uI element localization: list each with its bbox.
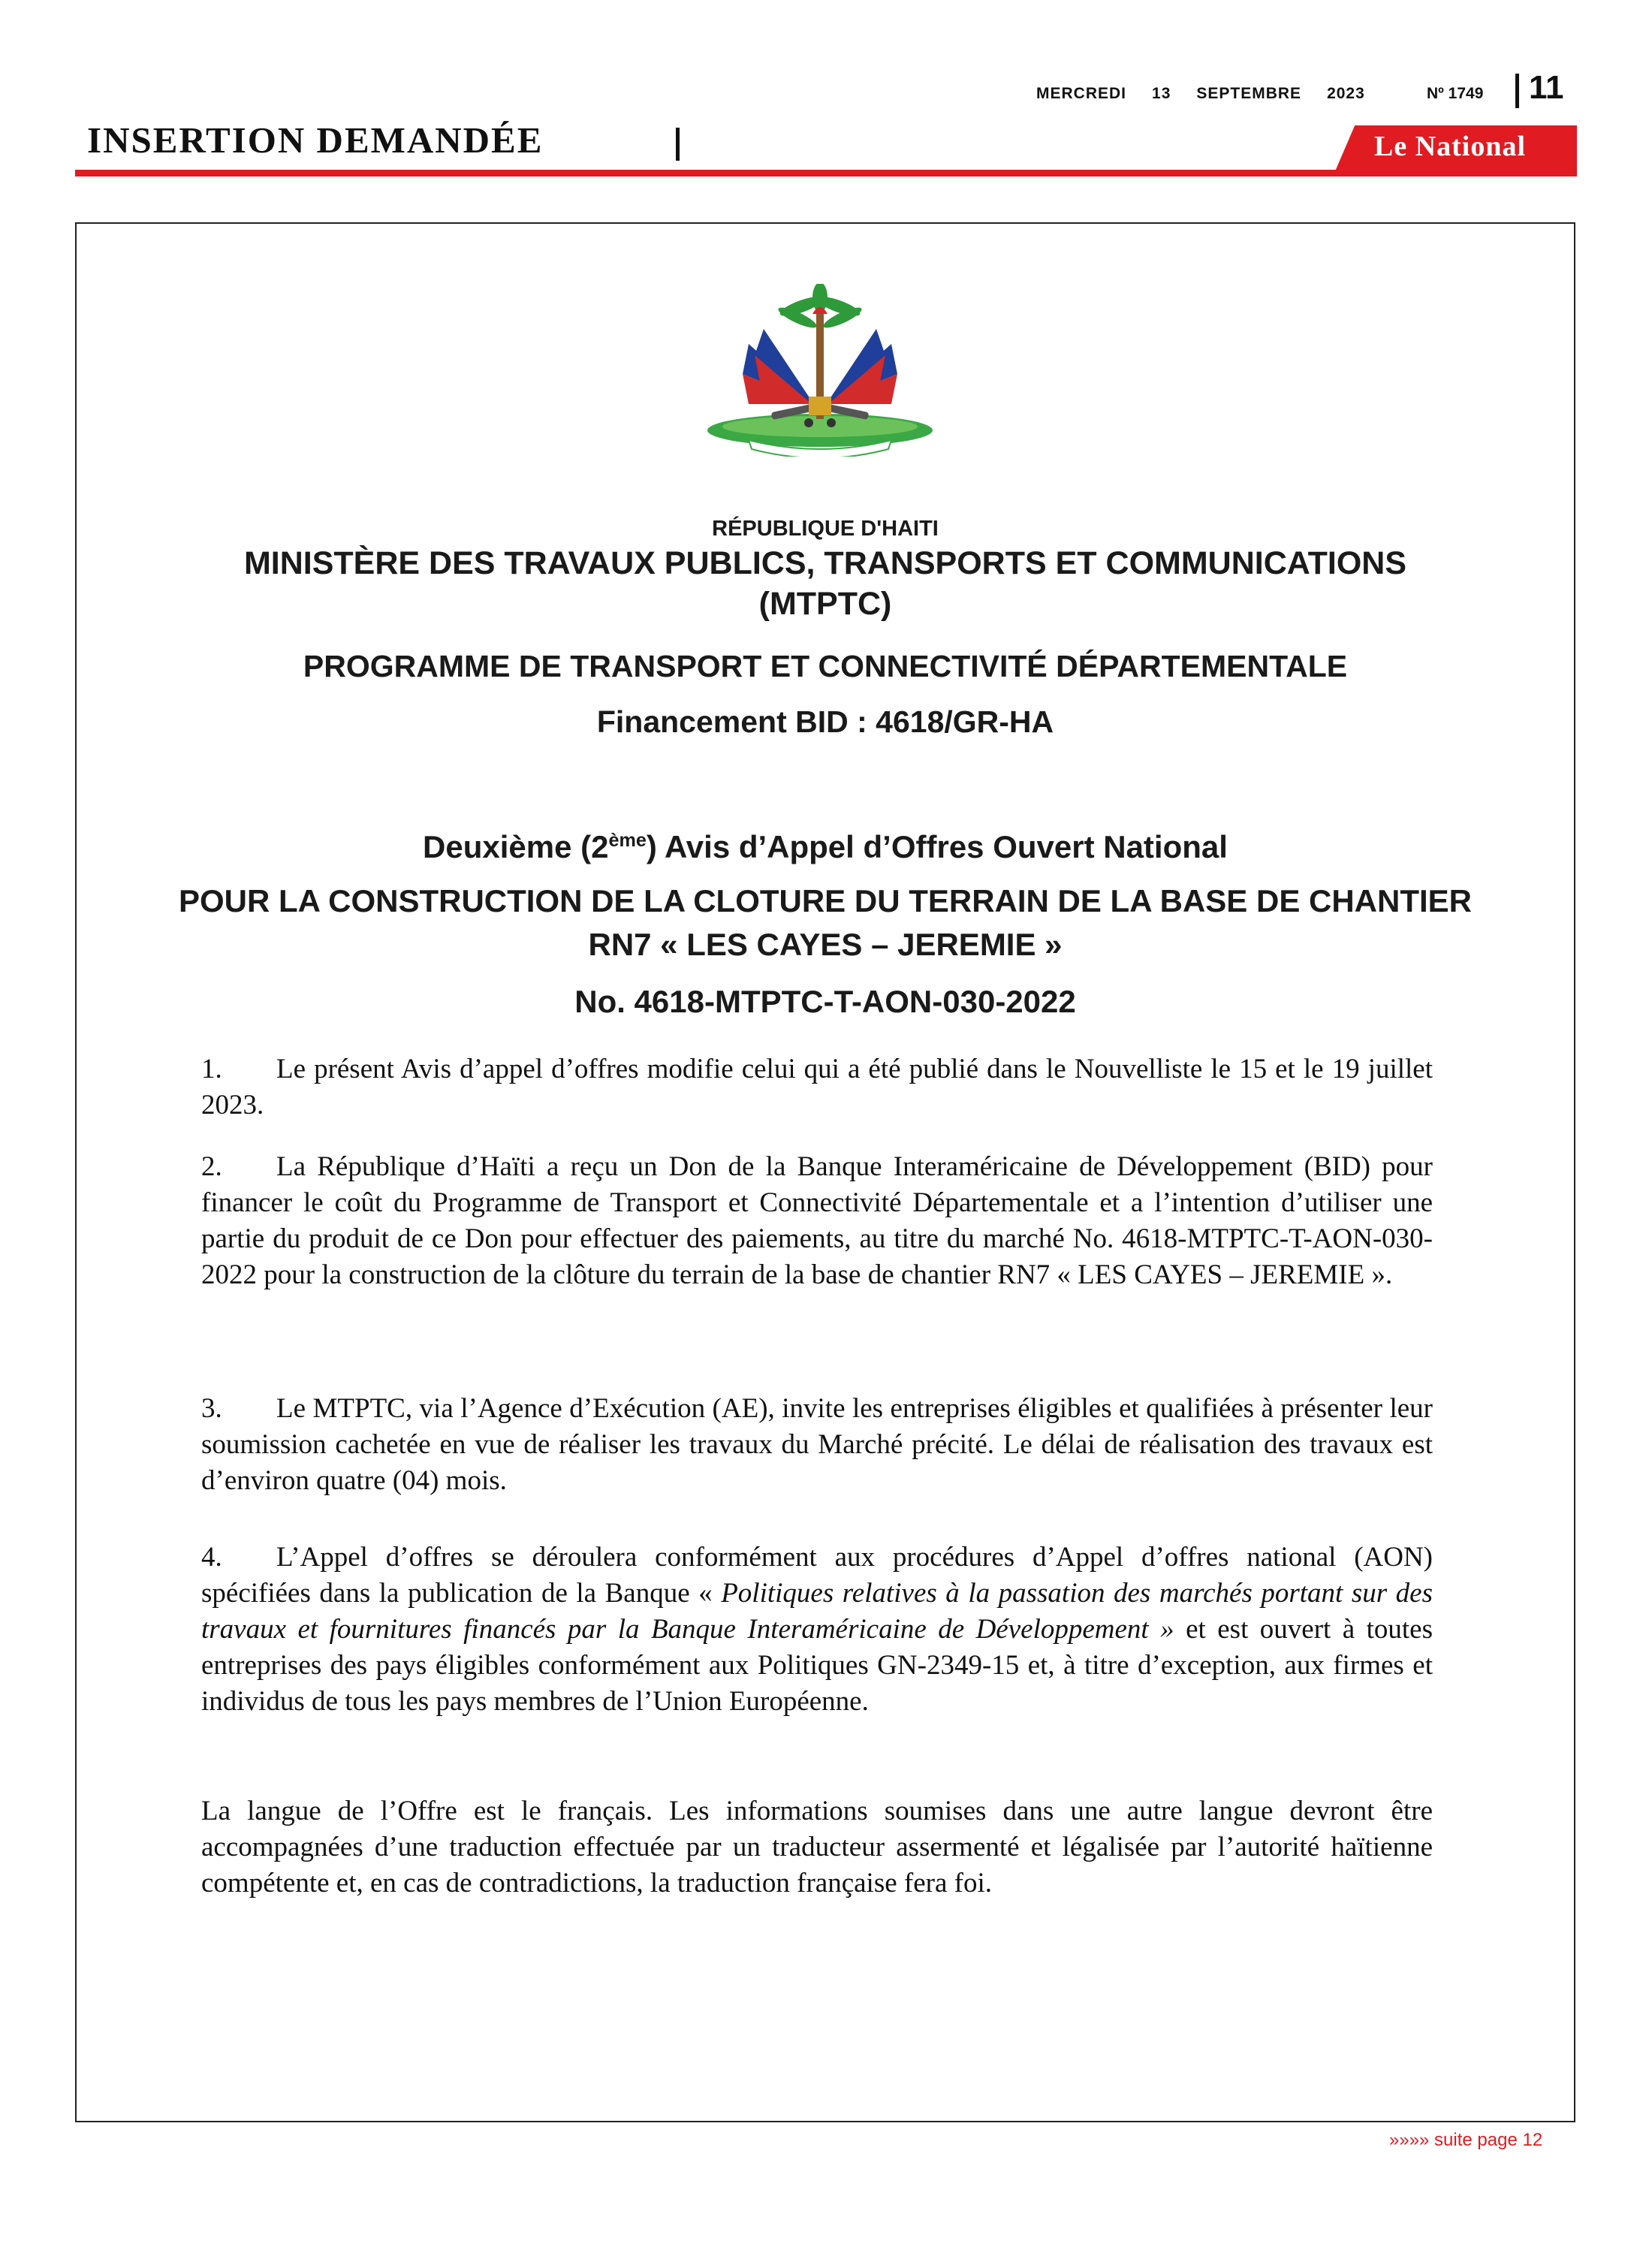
paragraph-4: 4. L’Appel d’offres se déroulera conformément aux procédures d’Appel d’offres national (AON) spécifiées dans la publication de la Banque « Politiques relatives à la passation des marchés portant sur des travaux et fournitures financés par la Banque Interaméricaine de Développement » et est ouvert à toutes entreprises des pays éligibles conformément aux Politiques GN-2349-15 et, à titre d’exception, aux firmes et individus de tous les pays membres de l’Union Européenne. xyxy=(201,1542,1433,1717)
publication-date xyxy=(1036,85,1391,103)
republic-label: RÉPUBLIQUE D'HAITI xyxy=(712,517,939,541)
date-number: 13 xyxy=(1152,85,1171,102)
date-month: SEPTEMBRE xyxy=(1196,85,1302,102)
continuation-link[interactable]: »»»» suite page 12 xyxy=(1389,2130,1543,2150)
paragraph-language: La langue de l’Offre est le français. Les informations soumises dans une autre langue devront être accompagnées d’une traduction effectuée par un traducteur assermenté et légalisée par l’autorité haïtienne compétente et, en cas de contradictions, la traduction française fera foi. xyxy=(201,1796,1433,1899)
date-day: MERCREDI xyxy=(1036,85,1127,102)
notice-object-line1: POUR LA CONSTRUCTION DE LA CLOTURE DU TERRAIN DE LA BASE DE CHANTIER xyxy=(179,883,1472,918)
paragraph-3: 3. Le MTPTC, via l’Agence d’Exécution (AE), invite les entreprises éligibles et qualifiées à présenter leur soumission cachetée en vue de réaliser les travaux du Marché précité. Le délai de réalisation des travaux est d’environ quatre (04) mois. xyxy=(201,1393,1433,1496)
haiti-coat-of-arms-icon xyxy=(696,284,944,457)
newspaper-brand: Le National xyxy=(1374,131,1527,162)
page-number: 11 xyxy=(1529,69,1564,106)
issue-number: Nº 1749 xyxy=(1427,85,1484,102)
section-divider xyxy=(676,128,680,161)
ministry-name: MINISTÈRE DES TRAVAUX PUBLICS, TRANSPORTS ET COMMUNICATIONS xyxy=(243,545,1407,581)
notice-title: Deuxième (2ème) Avis d’Appel d’Offres Ouvert National xyxy=(423,829,1228,864)
date-year: 2023 xyxy=(1327,85,1365,102)
masthead xyxy=(0,0,1652,195)
notice-object-line2: RN7 « LES CAYES – JEREMIE » xyxy=(588,927,1063,962)
program-name: PROGRAMME DE TRANSPORT ET CONNECTIVITÉ DÉPARTEMENTALE xyxy=(303,649,1348,683)
page-number-divider xyxy=(1515,74,1519,108)
paragraph-1: 1. Le présent Avis d’appel d’offres modifie celui qui a été publié dans le Nouvelliste le 15 et le 19 juillet 2023. xyxy=(201,1054,1433,1120)
paragraph-2: 2. La République d’Haïti a reçu un Don de la Banque Interaméricaine de Développement (BID) pour financer le coût du Programme de Transport et Connectivité Départementale et a l’intention d’utiliser une partie du produit de ce Don pour effectuer des paiements, au titre du marché No. 4618-MTPTC-T-AON-030-2022 pour la construction de la clôture du terrain de la base de chantier RN7 « LES CAYES – JEREMIE ». xyxy=(201,1151,1433,1290)
ministry-acronym: (MTPTC) xyxy=(758,586,892,622)
notice-reference: No. 4618-MTPTC-T-AON-030-2022 xyxy=(574,984,1076,1019)
tender-notice xyxy=(75,222,1575,2122)
financing-line: Financement BID : 4618/GR-HA xyxy=(596,704,1054,739)
section-title: INSERTION DEMANDÉE xyxy=(87,119,544,161)
